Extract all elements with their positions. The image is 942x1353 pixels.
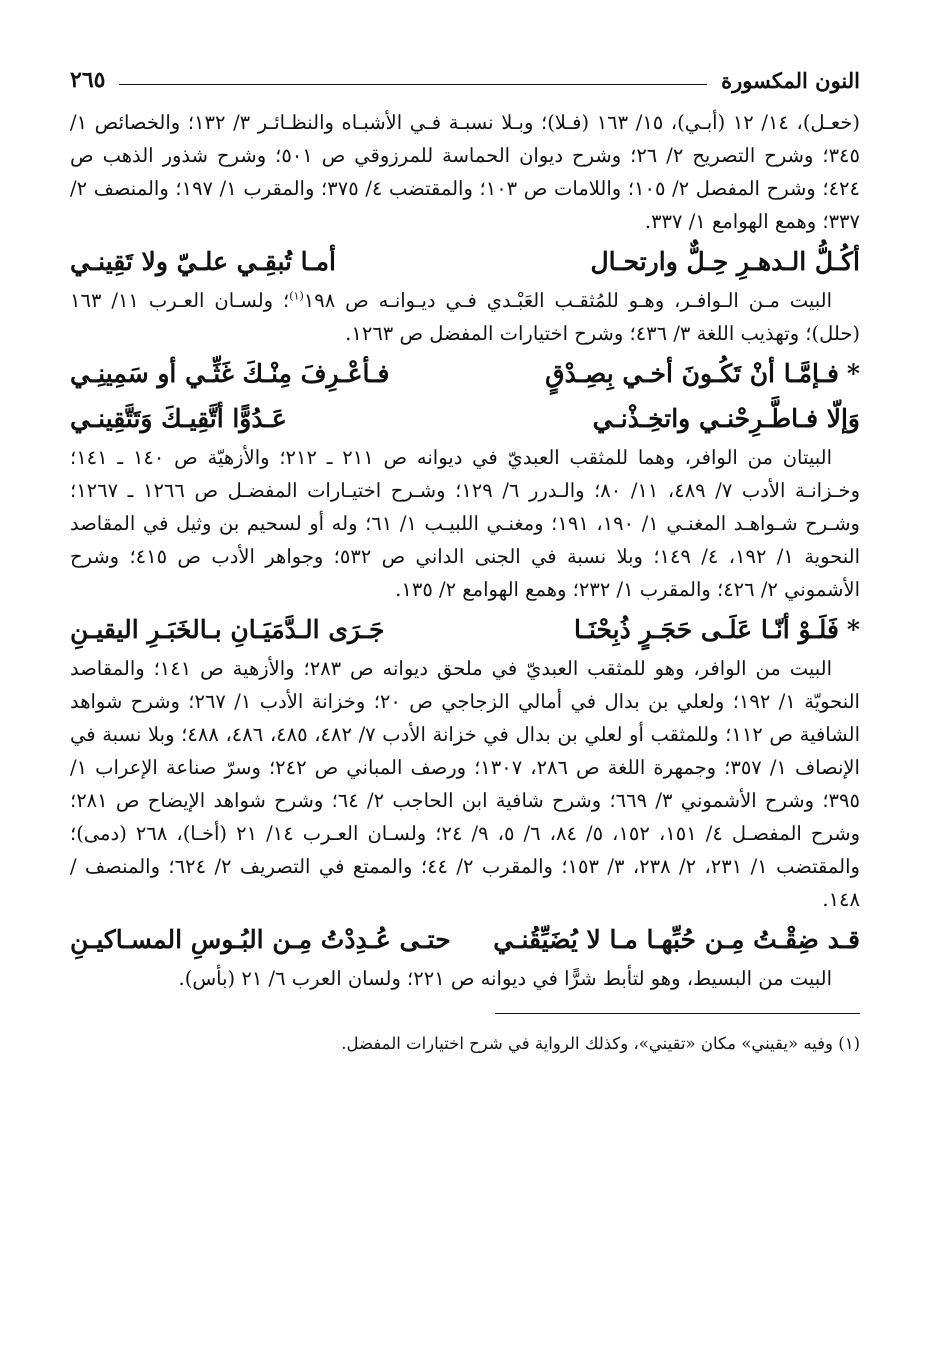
verse-commentary [70, 284, 860, 350]
running-header [70, 60, 860, 100]
verse-second-hemistich: فـأعْـرِفَ مِنْـكَ غَثِّـي أو سَمِينِـي [70, 359, 390, 388]
footnote-reference[interactable]: (١) [289, 289, 304, 303]
verse-first-hemistich: أكُـلُّ الـدهـرِ حِـلٌّ وارتحـال [590, 247, 860, 276]
verse-first-hemistich: وَإلّا فـاطَّـرِحْنـي واتخِـذْنـي [592, 404, 860, 433]
verse-commentary: البيتان من الوافر، وهما للمثقب العبديّ في ديوانه ص ٢١١ ـ ٢١٢؛ والأزهيّة ص ١٤٠ ـ ١٤١؛ وخـزانـة الأدب ٧/ ٤٨٩، ١١/ ٨٠؛ والـدرر ٦/ ١٢٩؛ وشـرح اختيـارات المفضـل ص ١٢٦٦ ـ ١٢٦٧؛ وشـرح شـواهـد المغنـي ١/ ١٩٠، ١٩١؛ ومغنـي اللبيـب ١/ ٦١؛ وله أو لسحيم بن وثيل في المقاصد النحوية ١/ ١٩٢، ٤/ ١٤٩؛ وبلا نسبة في الجنى الداني ص ٥٣٢؛ وجواهر الأدب ص ٤١٥؛ وشرح الأشموني ٢/ ٤٢٦؛ والمقرب ١/ ٢٣٢؛ وهمع الهوامع ٢/ ١٣٥. [70, 446, 861, 601]
verse-first-hemistich [545, 353, 860, 395]
citation-paragraph: (خعـل)، ١٤/ ١٢ (أبـي)، ١٥/ ١٦٣ (فـلا)؛ وبـلا نسبـة فـي الأشبـاه والنظـائـر ٣/ ١٣٢؛ والخصائص ١/ ٣٤٥؛ وشرح التصريح ٢/ ٢٦؛ وشرح ديوان الحماسة للمرزوقي ص ٥٠١؛ وشرح شذور الذهب ص ٤٢٤؛ وشرح المفصل ٢/ ١٠٥؛ واللامات ص ١٠٣؛ والمقتضب ٤/ ٣٧٥؛ والمقرب ١/ ١٩٧؛ والمنصف ٢/ ٣٣٧؛ وهمع الهوامع ١/ ٣٣٧. [70, 111, 860, 233]
verse-first-hemistich: قـد ضِقْـتُ مِـن حُبِّهـا مـا لا يُضَيِّقُنـي [493, 925, 860, 954]
footnote-separator [495, 1013, 860, 1014]
verse-commentary: البيت من الوافر، وهو للمثقب العبديّ في ملحق ديوانه ص ٢٨٣؛ والأزهية ص ١٤١؛ والمقاصد النحويّة ١/ ١٩٢؛ ولعلي بن بدال في أمالي الزجاجي ص ٢٠؛ وخزانة الأدب ١/ ٢٦٧؛ وشرح شواهد الشافية ص ١١٢؛ وللمثقب أو لعلي بن بدال في خزانة الأدب ٧/ ٤٨٢، ٤٨٥، ٤٨٦، ٤٨٨؛ وبلا نسبة في الإنصاف ١/ ٣٥٧؛ وجمهرة اللغة ص ٢٨٦، ١٣٠٧؛ ورصف المباني ص ٢٤٢؛ وسرّ صناعة الإعراب ١/ ٣٩٥؛ وشرح الأشموني ٣/ ٦٦٩؛ وشرح شافية ابن الحاجب ٢/ ٦٤؛ وشرح شواهد الإيضاح ص ٢٨١؛ وشرح المفصـل ٤/ ١٥١، ١٥٢، ٥/ ٨٤، ٦/ ٥، ٩/ ٢٤؛ ولسـان العـرب ١٤/ ٢١ (أخـا)، ٢٦٨ (دمى)؛ والمقتضب ١/ ٢٣١، ٢/ ٢٣٨، ٣/ ١٥٣؛ والمقرب ٢/ ٤٤؛ والممتع في التصريف ٢/ ٦٢٤؛ والمنصف /١٤٨. [70, 657, 860, 911]
verse-star-marker: * [846, 615, 860, 644]
hemistich-text: فَلَـوْ أنّـا عَلَـى حَجَـرٍ ذُبِحْنَـا [574, 615, 839, 644]
poetry-verse [70, 241, 860, 283]
poetry-verse [70, 353, 860, 395]
poetry-verse [70, 398, 860, 440]
footnote: (١) وفيه «يقيني» مكان «تقيني»، وكذلك الرواية في شرح اختيارات المفضل. [341, 1033, 860, 1053]
verse-second-hemistich: عَـدُوًّا أتَّقِيـكَ وَتَتَّقِينـي [70, 404, 287, 433]
commentary-text: ؛ ولسـان العـرب ١١/ ١٦٣ (حلل)؛ وتهذيب اللغة ٣/ ٤٣٦؛ وشرح اختيارات المفضل ص ١٢٦٣. [70, 289, 860, 345]
verse-star-marker: * [846, 359, 860, 388]
verse-second-hemistich: جَـرَى الـدَّمَيَـانِ بـالخَبَـرِ اليقيـنِ [70, 615, 385, 644]
commentary-text: البيت مـن الـوافـر، وهـو للمُثقـب العَبْـدي فـي ديـوانـه ص ١٩٨ [303, 289, 832, 312]
hemistich-text: فـإمَّـا أنْ تَكُـونَ أخـي بِصِـدْقٍ [545, 359, 839, 388]
verse-first-hemistich [574, 609, 860, 651]
verse-commentary: البيت من البسيط، وهو لتأبط شرًّا في ديوانه ص ٢٢١؛ ولسان العرب ٦/ ٢١ (بأس). [178, 967, 832, 990]
book-page [70, 60, 860, 1073]
verse-second-hemistich: حتـى عُـدِدْتُ مِـن البُـوسِ المسـاكيـنِ [70, 925, 451, 954]
poetry-verse [70, 919, 860, 961]
section-title: النون المكسورة [721, 67, 860, 93]
poetry-verse [70, 609, 860, 651]
verse-second-hemistich: أمـا تُبقِـي علـيّ ولا تَقِينـي [70, 247, 336, 276]
header-rule [119, 84, 707, 85]
page-number: ٢٦٥ [70, 67, 106, 93]
